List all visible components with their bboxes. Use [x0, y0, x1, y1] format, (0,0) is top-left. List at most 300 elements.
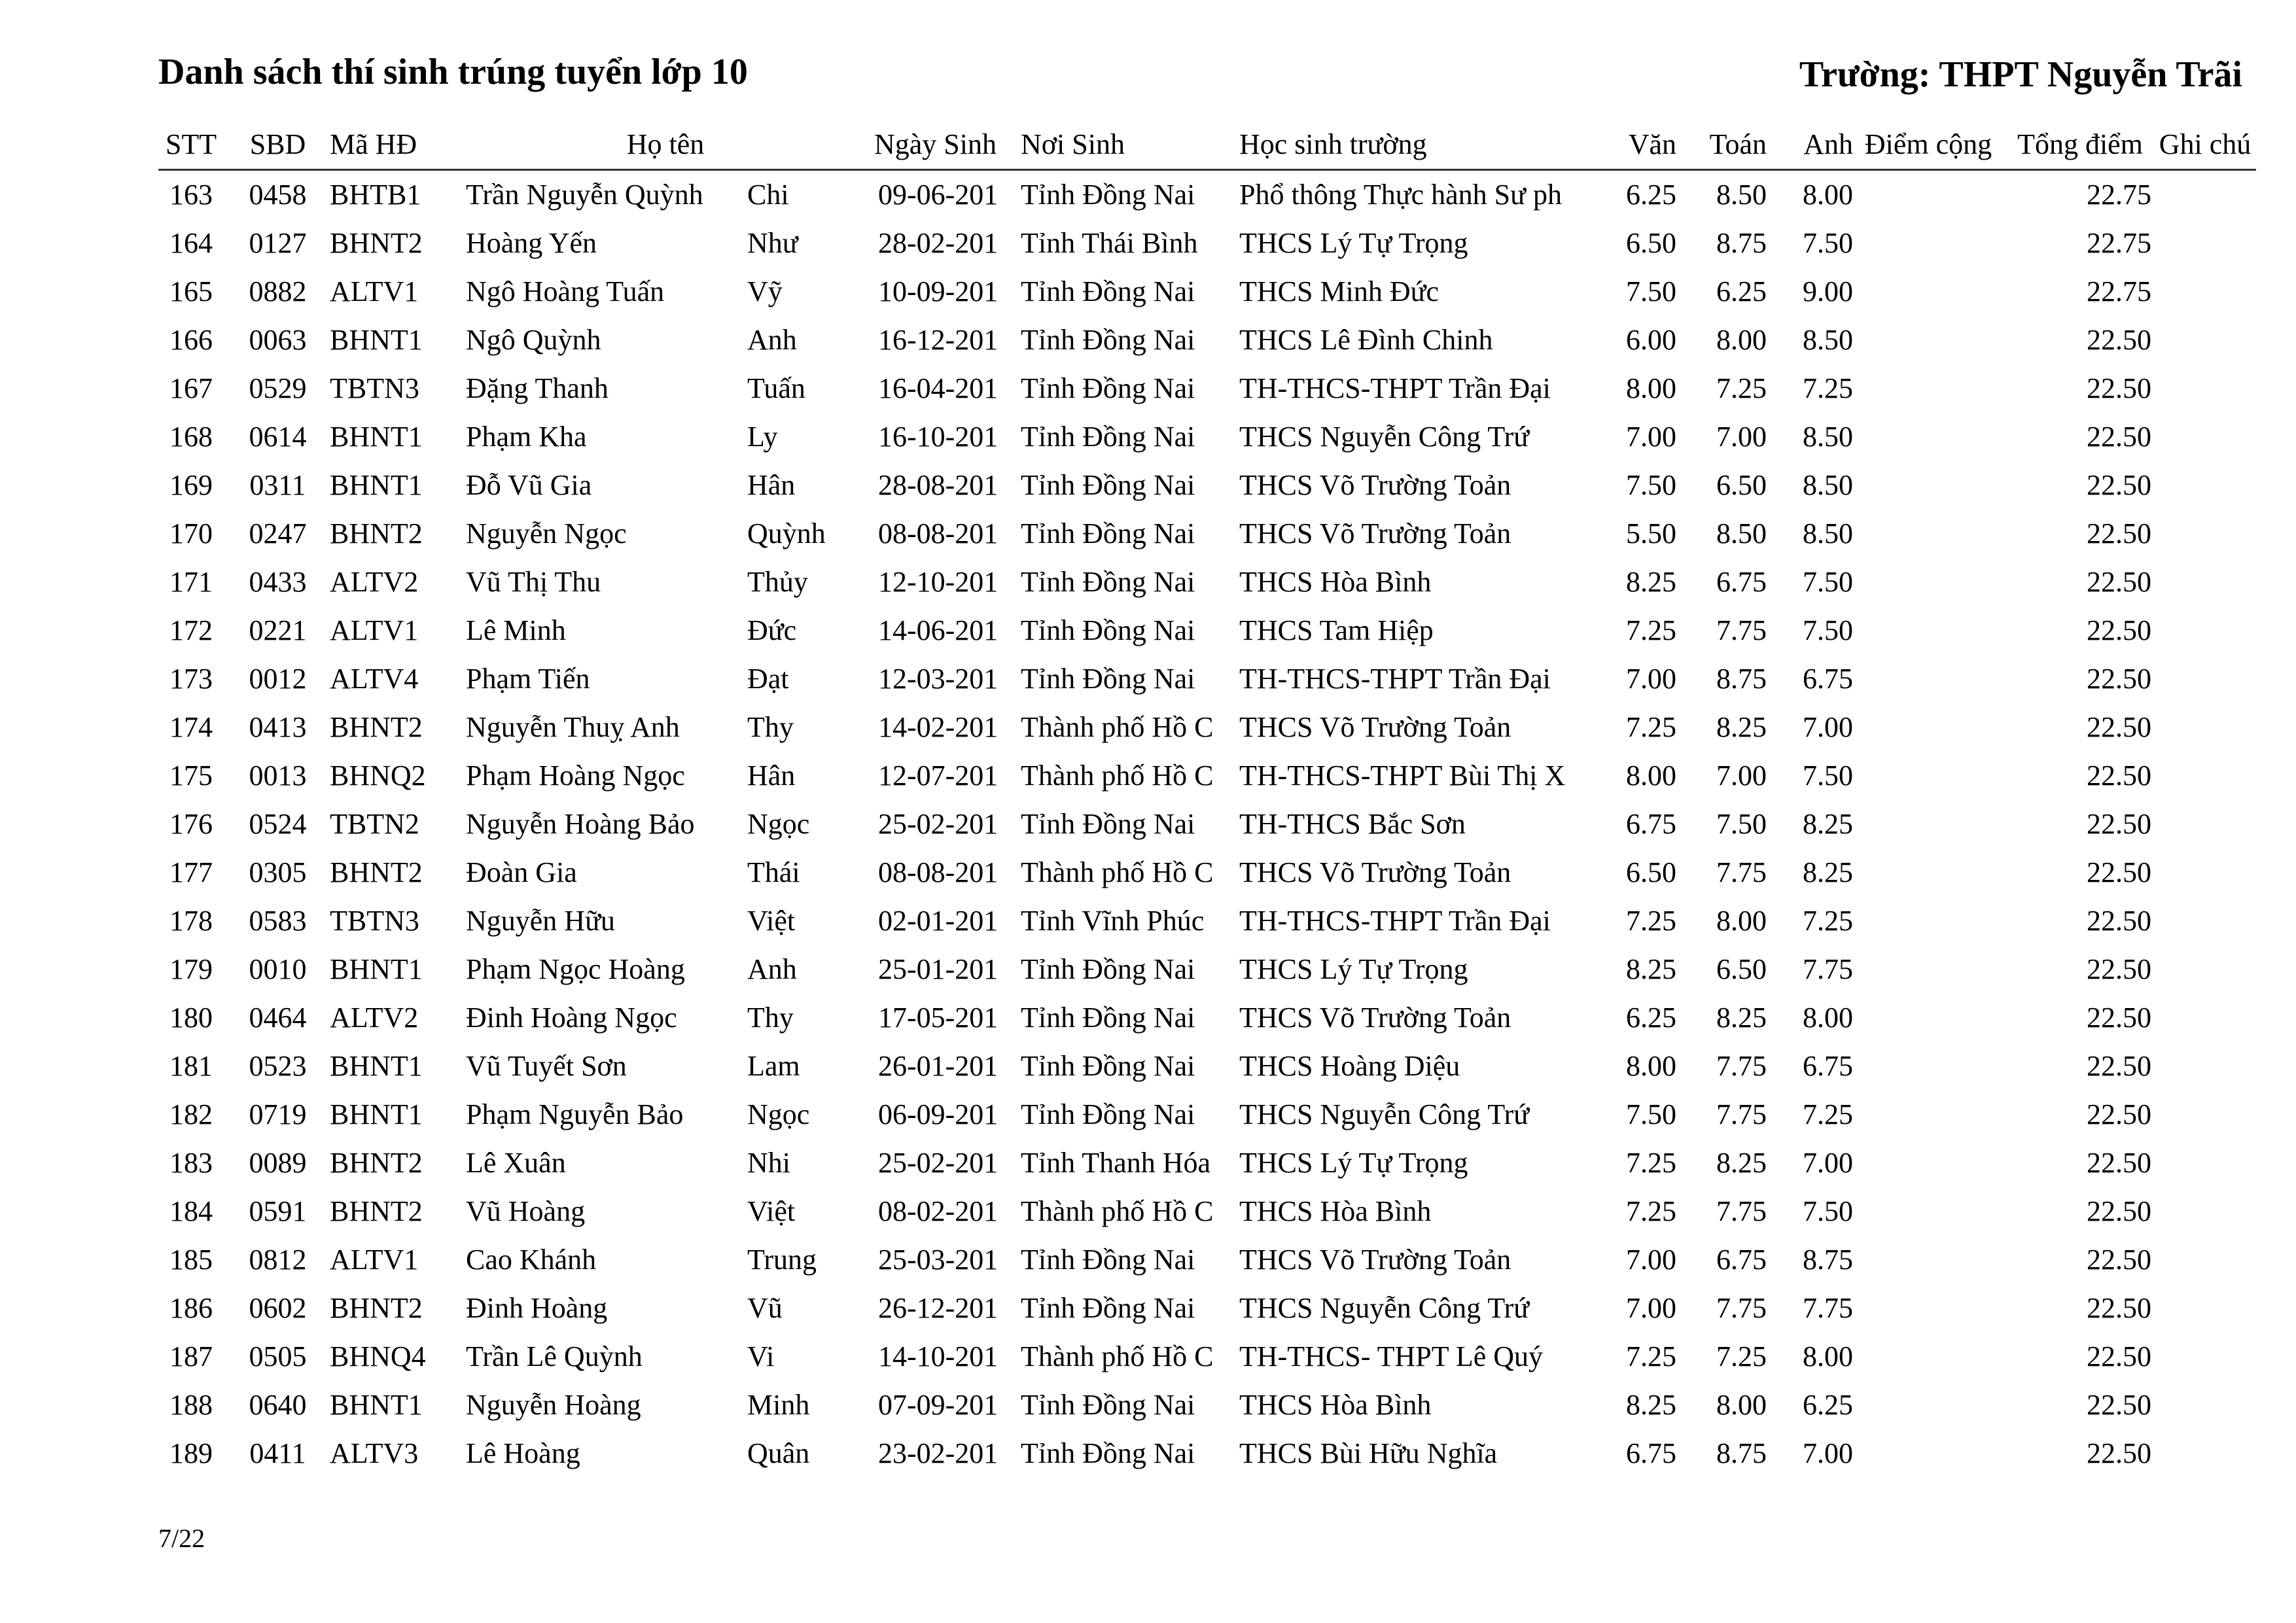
- cell-ghi-chu: [2154, 316, 2256, 364]
- results-table: [158, 122, 2256, 1478]
- cell-sbd: 0583: [249, 905, 307, 937]
- header-noi-sinh: Nơi Sinh: [1021, 128, 1125, 160]
- cell-ghi-chu: [2154, 1139, 2256, 1187]
- cell-van: 7.25: [1626, 711, 1676, 743]
- cell-ma-hd: BHNT2: [330, 711, 423, 743]
- cell-tong-diem: 22.50: [2087, 1389, 2151, 1421]
- cell-ghi-chu: [2154, 1429, 2256, 1478]
- cell-van: 6.50: [1626, 856, 1676, 888]
- cell-stt: 164: [169, 227, 213, 259]
- cell-noi-sinh: Tỉnh Đồng Nai: [1021, 179, 1195, 211]
- cell-van: 6.25: [1626, 179, 1676, 211]
- cell-ten: Chi: [747, 179, 789, 211]
- cell-tong-diem: 22.50: [2087, 421, 2151, 453]
- cell-ho-dem: Đặng Thanh: [466, 372, 609, 404]
- cell-ngay-sinh: 06-09-201: [878, 1098, 998, 1130]
- cell-noi-sinh: Thành phố Hồ C: [1021, 856, 1214, 888]
- cell-anh: 8.00: [1803, 179, 1853, 211]
- cell-ten: Quỳnh: [747, 517, 826, 550]
- cell-toan: 6.50: [1716, 469, 1767, 501]
- cell-sbd: 0305: [249, 856, 307, 888]
- cell-stt: 189: [169, 1437, 213, 1469]
- cell-diem-cong: [1857, 1284, 2000, 1333]
- cell-sbd: 0458: [249, 179, 307, 211]
- cell-ten: Như: [747, 227, 798, 259]
- table-row: [158, 316, 2256, 364]
- cell-ten: Ly: [747, 421, 778, 453]
- cell-ten: Đức: [747, 614, 797, 646]
- cell-ten: Ngọc: [747, 1098, 810, 1130]
- cell-stt: 165: [169, 275, 213, 307]
- cell-diem-cong: [1857, 752, 2000, 800]
- cell-diem-cong: [1857, 219, 2000, 268]
- cell-ngay-sinh: 25-02-201: [878, 1147, 998, 1179]
- cell-stt: 188: [169, 1389, 213, 1421]
- cell-ma-hd: ALTV1: [330, 1244, 419, 1276]
- cell-ten: Việt: [747, 905, 796, 937]
- cell-toan: 7.25: [1716, 372, 1767, 404]
- cell-stt: 178: [169, 905, 213, 937]
- cell-tong-diem: 22.50: [2087, 372, 2151, 404]
- cell-ngay-sinh: 08-08-201: [878, 856, 998, 888]
- cell-stt: 185: [169, 1244, 213, 1276]
- cell-hoc-sinh-truong: Phổ thông Thực hành Sư ph: [1239, 179, 1563, 211]
- cell-diem-cong: [1857, 1236, 2000, 1284]
- cell-ho-dem: Trần Nguyễn Quỳnh: [466, 179, 703, 211]
- cell-sbd: 0012: [249, 663, 307, 695]
- cell-toan: 7.00: [1716, 421, 1767, 453]
- cell-ma-hd: BHNT2: [330, 1147, 423, 1179]
- cell-van: 8.00: [1626, 1050, 1676, 1082]
- cell-ghi-chu: [2154, 752, 2256, 800]
- cell-tong-diem: 22.50: [2087, 1437, 2151, 1469]
- cell-ten: Thy: [747, 1002, 794, 1034]
- cell-hoc-sinh-truong: THCS Võ Trường Toản: [1239, 856, 1511, 888]
- cell-hoc-sinh-truong: TH-THCS Bắc Sơn: [1239, 808, 1466, 840]
- cell-ma-hd: BHNT1: [330, 469, 423, 501]
- cell-ghi-chu: [2154, 994, 2256, 1042]
- cell-tong-diem: 22.50: [2087, 759, 2151, 792]
- cell-ma-hd: BHNQ2: [330, 759, 426, 792]
- cell-noi-sinh: Tỉnh Đồng Nai: [1021, 421, 1195, 453]
- cell-toan: 6.50: [1716, 953, 1767, 985]
- cell-diem-cong: [1857, 1042, 2000, 1091]
- cell-ngay-sinh: 08-08-201: [878, 517, 998, 550]
- cell-ngay-sinh: 10-09-201: [878, 275, 998, 307]
- cell-sbd: 0640: [249, 1389, 307, 1421]
- cell-ghi-chu: [2154, 219, 2256, 268]
- cell-diem-cong: [1857, 1333, 2000, 1381]
- cell-stt: 175: [169, 759, 213, 792]
- cell-anh: 7.50: [1803, 566, 1853, 598]
- school-title: Trường: THPT Nguyễn Trãi: [1799, 54, 2242, 95]
- cell-noi-sinh: Tỉnh Đồng Nai: [1021, 566, 1195, 598]
- cell-stt: 163: [169, 179, 213, 211]
- cell-tong-diem: 22.50: [2087, 856, 2151, 888]
- cell-ma-hd: ALTV1: [330, 275, 419, 307]
- cell-hoc-sinh-truong: THCS Tam Hiệp: [1239, 614, 1434, 646]
- cell-ma-hd: BHNT2: [330, 1292, 423, 1324]
- cell-diem-cong: [1857, 1091, 2000, 1139]
- cell-ngay-sinh: 26-01-201: [878, 1050, 998, 1082]
- cell-stt: 172: [169, 614, 213, 646]
- table-row: [158, 268, 2256, 316]
- cell-diem-cong: [1857, 316, 2000, 364]
- cell-noi-sinh: Tỉnh Vĩnh Phúc: [1021, 905, 1205, 937]
- cell-ma-hd: ALTV1: [330, 614, 419, 646]
- cell-noi-sinh: Tỉnh Đồng Nai: [1021, 275, 1195, 307]
- cell-sbd: 0529: [249, 372, 307, 404]
- cell-toan: 8.75: [1716, 227, 1767, 259]
- cell-stt: 181: [169, 1050, 213, 1082]
- cell-noi-sinh: Tỉnh Đồng Nai: [1021, 1002, 1195, 1034]
- cell-anh: 7.75: [1803, 953, 1853, 985]
- cell-tong-diem: 22.50: [2087, 1147, 2151, 1179]
- cell-ngay-sinh: 02-01-201: [878, 905, 998, 937]
- table-row: [158, 897, 2256, 945]
- cell-ten: Anh: [747, 324, 797, 356]
- cell-toan: 8.25: [1716, 711, 1767, 743]
- cell-sbd: 0063: [249, 324, 307, 356]
- cell-noi-sinh: Thành phố Hồ C: [1021, 759, 1214, 792]
- cell-ho-dem: Nguyễn Hữu: [466, 905, 615, 937]
- cell-van: 7.00: [1626, 663, 1676, 695]
- cell-toan: 7.75: [1716, 1292, 1767, 1324]
- cell-anh: 9.00: [1803, 275, 1853, 307]
- table-row: [158, 1381, 2256, 1429]
- cell-anh: 7.25: [1803, 905, 1853, 937]
- cell-stt: 170: [169, 517, 213, 550]
- table-header: [158, 122, 2256, 171]
- cell-ngay-sinh: 28-08-201: [878, 469, 998, 501]
- cell-ngay-sinh: 12-10-201: [878, 566, 998, 598]
- cell-ten: Minh: [747, 1389, 810, 1421]
- cell-ho-dem: Cao Khánh: [466, 1244, 597, 1276]
- cell-ghi-chu: [2154, 1236, 2256, 1284]
- cell-ngay-sinh: 16-04-201: [878, 372, 998, 404]
- cell-anh: 7.25: [1803, 372, 1853, 404]
- cell-stt: 169: [169, 469, 213, 501]
- cell-ngay-sinh: 25-02-201: [878, 808, 998, 840]
- cell-ten: Vi: [747, 1340, 775, 1372]
- cell-van: 8.00: [1626, 372, 1676, 404]
- cell-ho-dem: Đinh Hoàng Ngọc: [466, 1002, 677, 1034]
- cell-hoc-sinh-truong: THCS Hòa Bình: [1239, 1195, 1432, 1227]
- cell-ho-dem: Nguyễn Thuỵ Anh: [466, 711, 680, 743]
- cell-ma-hd: BHNT2: [330, 856, 423, 888]
- cell-anh: 7.50: [1803, 759, 1853, 792]
- cell-ho-dem: Phạm Hoàng Ngọc: [466, 759, 685, 792]
- cell-sbd: 0413: [249, 711, 307, 743]
- cell-ngay-sinh: 23-02-201: [878, 1437, 998, 1469]
- header-tong-diem: Tổng điểm: [2017, 128, 2143, 160]
- cell-sbd: 0719: [249, 1098, 307, 1130]
- cell-van: 8.25: [1626, 566, 1676, 598]
- cell-van: 7.50: [1626, 1098, 1676, 1130]
- table-row: [158, 219, 2256, 268]
- cell-ngay-sinh: 25-01-201: [878, 953, 998, 985]
- cell-van: 7.25: [1626, 614, 1676, 646]
- cell-ma-hd: BHNT2: [330, 517, 423, 550]
- cell-sbd: 0591: [249, 1195, 307, 1227]
- cell-hoc-sinh-truong: TH-THCS-THPT Trần Đại: [1239, 372, 1551, 404]
- cell-ho-dem: Đỗ Vũ Gia: [466, 469, 592, 501]
- cell-stt: 167: [169, 372, 213, 404]
- cell-ten: Anh: [747, 953, 797, 985]
- cell-sbd: 0602: [249, 1292, 307, 1324]
- cell-van: 7.00: [1626, 421, 1676, 453]
- cell-anh: 7.00: [1803, 711, 1853, 743]
- header-hoc-sinh-truong: Học sinh trường: [1239, 128, 1427, 160]
- cell-ma-hd: ALTV4: [330, 663, 419, 695]
- cell-stt: 179: [169, 953, 213, 985]
- cell-diem-cong: [1857, 703, 2000, 752]
- header-stt: STT: [165, 128, 217, 160]
- table-row: [158, 171, 2256, 219]
- cell-hoc-sinh-truong: THCS Võ Trường Toản: [1239, 1244, 1511, 1276]
- cell-diem-cong: [1857, 364, 2000, 413]
- cell-stt: 177: [169, 856, 213, 888]
- cell-ghi-chu: [2154, 1042, 2256, 1091]
- cell-diem-cong: [1857, 1187, 2000, 1236]
- cell-ghi-chu: [2154, 510, 2256, 558]
- cell-tong-diem: 22.50: [2087, 517, 2151, 550]
- cell-ho-dem: Phạm Kha: [466, 421, 587, 453]
- table-row: [158, 558, 2256, 606]
- cell-diem-cong: [1857, 413, 2000, 461]
- cell-tong-diem: 22.50: [2087, 808, 2151, 840]
- cell-toan: 6.75: [1716, 566, 1767, 598]
- cell-noi-sinh: Tỉnh Đồng Nai: [1021, 1292, 1195, 1324]
- cell-ho-dem: Lê Minh: [466, 614, 566, 646]
- cell-diem-cong: [1857, 897, 2000, 945]
- cell-sbd: 0614: [249, 421, 307, 453]
- cell-anh: 8.75: [1803, 1244, 1853, 1276]
- cell-ma-hd: ALTV2: [330, 566, 419, 598]
- cell-stt: 186: [169, 1292, 213, 1324]
- cell-hoc-sinh-truong: THCS Lê Đình Chinh: [1239, 324, 1493, 356]
- cell-ten: Quân: [747, 1437, 810, 1469]
- cell-sbd: 0013: [249, 759, 307, 792]
- cell-ghi-chu: [2154, 897, 2256, 945]
- header-diem-cong: Điểm cộng: [1864, 128, 1992, 160]
- header-ngay-sinh: Ngày Sinh: [874, 128, 997, 160]
- cell-stt: 166: [169, 324, 213, 356]
- cell-sbd: 0411: [249, 1437, 306, 1469]
- cell-ma-hd: BHTB1: [330, 179, 421, 211]
- cell-ten: Vỹ: [747, 275, 783, 307]
- cell-sbd: 0311: [249, 469, 306, 501]
- cell-anh: 8.00: [1803, 1002, 1853, 1034]
- cell-anh: 6.25: [1803, 1389, 1853, 1421]
- cell-sbd: 0127: [249, 227, 307, 259]
- cell-ma-hd: BHNQ4: [330, 1340, 426, 1372]
- cell-van: 8.25: [1626, 1389, 1676, 1421]
- cell-stt: 187: [169, 1340, 213, 1372]
- cell-ngay-sinh: 26-12-201: [878, 1292, 998, 1324]
- cell-van: 6.75: [1626, 808, 1676, 840]
- cell-ten: Thủy: [747, 566, 808, 598]
- cell-tong-diem: 22.50: [2087, 1195, 2151, 1227]
- cell-ma-hd: TBTN3: [330, 905, 419, 937]
- cell-noi-sinh: Tỉnh Đồng Nai: [1021, 1244, 1195, 1276]
- cell-ngay-sinh: 14-10-201: [878, 1340, 998, 1372]
- cell-sbd: 0247: [249, 517, 307, 550]
- cell-tong-diem: 22.75: [2087, 275, 2151, 307]
- cell-ma-hd: BHNT1: [330, 1098, 423, 1130]
- cell-diem-cong: [1857, 1139, 2000, 1187]
- cell-sbd: 0505: [249, 1340, 307, 1372]
- cell-noi-sinh: Thành phố Hồ C: [1021, 1195, 1214, 1227]
- table-row: [158, 655, 2256, 703]
- cell-hoc-sinh-truong: THCS Nguyễn Công Trứ: [1239, 421, 1530, 453]
- cell-toan: 8.00: [1716, 324, 1767, 356]
- cell-tong-diem: 22.50: [2087, 614, 2151, 646]
- cell-ho-dem: Hoàng Yến: [466, 227, 597, 259]
- cell-van: 7.50: [1626, 275, 1676, 307]
- cell-van: 6.75: [1626, 1437, 1676, 1469]
- cell-ten: Hân: [747, 469, 796, 501]
- cell-ghi-chu: [2154, 945, 2256, 994]
- cell-toan: 7.75: [1716, 1098, 1767, 1130]
- cell-ghi-chu: [2154, 364, 2256, 413]
- cell-tong-diem: 22.75: [2087, 179, 2151, 211]
- cell-toan: 8.25: [1716, 1002, 1767, 1034]
- table-row: [158, 1139, 2256, 1187]
- cell-van: 7.25: [1626, 1340, 1676, 1372]
- cell-ma-hd: BHNT1: [330, 1389, 423, 1421]
- cell-ma-hd: ALTV3: [330, 1437, 419, 1469]
- cell-sbd: 0010: [249, 953, 307, 985]
- cell-anh: 7.75: [1803, 1292, 1853, 1324]
- table-row: [158, 510, 2256, 558]
- cell-ho-dem: Phạm Ngọc Hoàng: [466, 953, 685, 985]
- table-row: [158, 1091, 2256, 1139]
- header-toan: Toán: [1709, 128, 1767, 160]
- cell-toan: 7.75: [1716, 614, 1767, 646]
- cell-hoc-sinh-truong: THCS Lý Tự Trọng: [1239, 227, 1468, 259]
- cell-toan: 6.75: [1716, 1244, 1767, 1276]
- cell-ghi-chu: [2154, 1381, 2256, 1429]
- cell-sbd: 0882: [249, 275, 307, 307]
- table-row: [158, 994, 2256, 1042]
- cell-hoc-sinh-truong: THCS Lý Tự Trọng: [1239, 1147, 1468, 1179]
- table-row: [158, 703, 2256, 752]
- cell-noi-sinh: Tỉnh Đồng Nai: [1021, 372, 1195, 404]
- table-row: [158, 800, 2256, 848]
- cell-noi-sinh: Tỉnh Đồng Nai: [1021, 1437, 1195, 1469]
- cell-van: 6.00: [1626, 324, 1676, 356]
- cell-ho-dem: Nguyễn Ngọc: [466, 517, 627, 550]
- cell-tong-diem: 22.50: [2087, 711, 2151, 743]
- table-row: [158, 1236, 2256, 1284]
- cell-toan: 7.75: [1716, 856, 1767, 888]
- cell-noi-sinh: Tỉnh Thanh Hóa: [1021, 1147, 1211, 1179]
- cell-ma-hd: TBTN3: [330, 372, 419, 404]
- cell-ho-dem: Đinh Hoàng: [466, 1292, 608, 1324]
- cell-ma-hd: TBTN2: [330, 808, 419, 840]
- cell-tong-diem: 22.50: [2087, 1050, 2151, 1082]
- cell-anh: 8.50: [1803, 517, 1853, 550]
- cell-sbd: 0221: [249, 614, 307, 646]
- cell-hoc-sinh-truong: THCS Nguyễn Công Trứ: [1239, 1098, 1530, 1130]
- cell-ho-dem: Trần Lê Quỳnh: [466, 1340, 643, 1372]
- cell-ten: Vũ: [747, 1292, 783, 1324]
- cell-van: 7.25: [1626, 1147, 1676, 1179]
- cell-stt: 174: [169, 711, 213, 743]
- cell-ten: Thy: [747, 711, 794, 743]
- header-sbd: SBD: [249, 128, 306, 160]
- cell-toan: 7.00: [1716, 759, 1767, 792]
- cell-ten: Đạt: [747, 663, 789, 695]
- header-ghi-chu: Ghi chú: [2159, 128, 2252, 160]
- cell-ma-hd: BHNT2: [330, 227, 423, 259]
- cell-anh: 6.75: [1803, 663, 1853, 695]
- cell-noi-sinh: Tỉnh Đồng Nai: [1021, 517, 1195, 550]
- cell-anh: 8.25: [1803, 856, 1853, 888]
- table-row: [158, 945, 2256, 994]
- page-number: 7/22: [158, 1524, 205, 1553]
- cell-ngay-sinh: 25-03-201: [878, 1244, 998, 1276]
- cell-hoc-sinh-truong: TH-THCS-THPT Trần Đại: [1239, 905, 1551, 937]
- cell-anh: 8.50: [1803, 324, 1853, 356]
- cell-ngay-sinh: 07-09-201: [878, 1389, 998, 1421]
- cell-ho-dem: Vũ Thị Thu: [466, 566, 601, 598]
- cell-stt: 171: [169, 566, 213, 598]
- cell-ho-dem: Lê Xuân: [466, 1147, 566, 1179]
- cell-ghi-chu: [2154, 703, 2256, 752]
- cell-stt: 173: [169, 663, 213, 695]
- cell-ho-dem: Ngô Hoàng Tuấn: [466, 275, 665, 307]
- cell-ngay-sinh: 09-06-201: [878, 179, 998, 211]
- cell-anh: 8.25: [1803, 808, 1853, 840]
- cell-tong-diem: 22.50: [2087, 469, 2151, 501]
- cell-anh: 7.25: [1803, 1098, 1853, 1130]
- cell-ma-hd: BHNT1: [330, 324, 423, 356]
- cell-toan: 8.25: [1716, 1147, 1767, 1179]
- cell-noi-sinh: Tỉnh Đồng Nai: [1021, 663, 1195, 695]
- table-row: [158, 1333, 2256, 1381]
- table-row: [158, 364, 2256, 413]
- cell-ghi-chu: [2154, 1284, 2256, 1333]
- cell-noi-sinh: Tỉnh Đồng Nai: [1021, 953, 1195, 985]
- cell-stt: 176: [169, 808, 213, 840]
- cell-ghi-chu: [2154, 558, 2256, 606]
- cell-sbd: 0464: [249, 1002, 307, 1034]
- cell-noi-sinh: Tỉnh Đồng Nai: [1021, 614, 1195, 646]
- cell-ghi-chu: [2154, 413, 2256, 461]
- cell-tong-diem: 22.50: [2087, 905, 2151, 937]
- cell-diem-cong: [1857, 558, 2000, 606]
- cell-ghi-chu: [2154, 655, 2256, 703]
- cell-stt: 168: [169, 421, 213, 453]
- cell-van: 6.50: [1626, 227, 1676, 259]
- cell-van: 7.00: [1626, 1244, 1676, 1276]
- cell-van: 6.25: [1626, 1002, 1676, 1034]
- cell-anh: 7.00: [1803, 1437, 1853, 1469]
- cell-stt: 180: [169, 1002, 213, 1034]
- cell-hoc-sinh-truong: THCS Hoàng Diệu: [1239, 1050, 1460, 1082]
- cell-diem-cong: [1857, 1381, 2000, 1429]
- cell-anh: 7.00: [1803, 1147, 1853, 1179]
- cell-tong-diem: 22.50: [2087, 1098, 2151, 1130]
- cell-toan: 8.50: [1716, 517, 1767, 550]
- cell-ghi-chu: [2154, 461, 2256, 510]
- cell-ngay-sinh: 08-02-201: [878, 1195, 998, 1227]
- cell-ho-dem: Ngô Quỳnh: [466, 324, 601, 356]
- cell-hoc-sinh-truong: TH-THCS-THPT Trần Đại: [1239, 663, 1551, 695]
- cell-ten: Thái: [747, 856, 800, 888]
